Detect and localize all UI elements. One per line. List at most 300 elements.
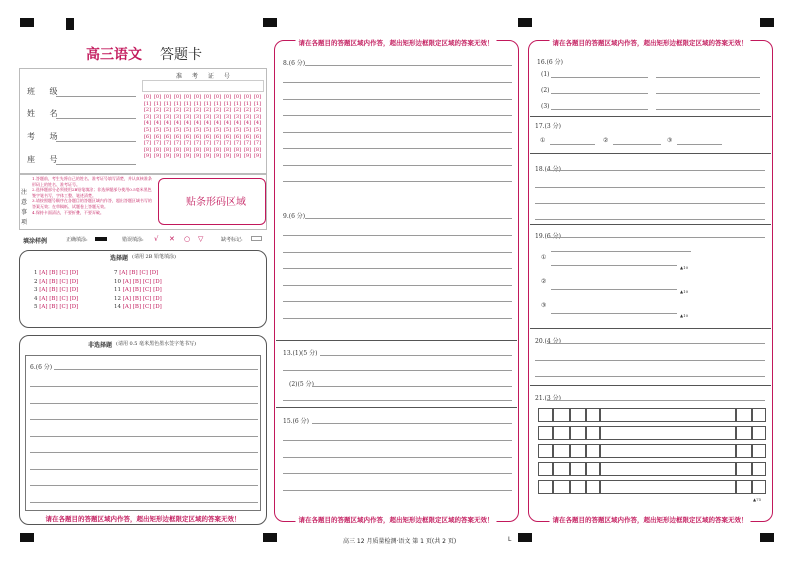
choice-options[interactable]: [A] [B] [C] [D] <box>122 287 162 294</box>
choice-options[interactable]: [A] [B] [C] [D] <box>39 270 79 276</box>
digit-bubble[interactable]: [7] <box>213 140 222 147</box>
grid-cell[interactable] <box>538 480 553 494</box>
answer-line[interactable] <box>283 132 512 133</box>
digit-bubble[interactable]: [1] <box>143 100 152 107</box>
digit-bubble[interactable]: [8] <box>253 146 262 153</box>
column-2-warning-top: 请在各题目的答题区域内作答，超出矩形边框限定区域的答案无效！ <box>296 38 497 47</box>
digit-bubble[interactable]: [5] <box>193 126 202 133</box>
grid-cell[interactable] <box>586 444 600 458</box>
digit-bubble[interactable]: [3] <box>203 113 212 120</box>
digit-bubble[interactable]: [1] <box>173 100 182 107</box>
answer-line[interactable] <box>283 252 512 253</box>
digit-bubble[interactable]: [3] <box>143 113 152 120</box>
answer-line[interactable] <box>283 370 512 371</box>
q13-divider <box>276 407 517 408</box>
grid-cell[interactable] <box>570 426 586 440</box>
answer-line[interactable] <box>283 165 512 166</box>
digit-bubble[interactable]: [9] <box>143 153 152 160</box>
answer-line[interactable] <box>320 355 512 356</box>
digit-bubble[interactable]: [8] <box>173 146 182 153</box>
digit-bubble[interactable]: [8] <box>183 146 192 153</box>
choice-options[interactable]: [A] [B] [C] [D] <box>122 278 162 285</box>
choice-options[interactable]: [A] [B] [C] [D] <box>122 295 162 302</box>
q17-divider <box>530 153 771 154</box>
digit-bubble[interactable]: [3] <box>233 113 242 120</box>
grid-cell[interactable] <box>553 462 570 476</box>
digit-bubble[interactable]: [5] <box>183 126 192 133</box>
digit-bubble[interactable]: [4] <box>243 120 252 127</box>
digit-bubble[interactable]: [5] <box>203 126 212 133</box>
grid-cell[interactable] <box>600 426 736 440</box>
choice-number: 14 <box>114 304 123 311</box>
digit-bubble[interactable]: [2] <box>203 107 212 114</box>
digit-bubble[interactable]: [5] <box>223 126 232 133</box>
exam-number-column[interactable] <box>243 94 252 160</box>
digit-bubble[interactable]: [9] <box>163 153 172 160</box>
digit-bubble[interactable]: [2] <box>153 107 162 114</box>
q18-label: 18.(4 分) <box>535 166 561 173</box>
answer-line[interactable] <box>30 386 258 387</box>
digit-bubble[interactable]: [4] <box>253 120 262 127</box>
field-room-line <box>56 141 136 142</box>
digit-bubble[interactable]: [5] <box>233 126 242 133</box>
exam-number-column[interactable] <box>223 94 232 160</box>
digit-bubble[interactable]: [6] <box>183 133 192 140</box>
digit-bubble[interactable]: [0] <box>243 94 252 100</box>
digit-bubble[interactable]: [7] <box>233 140 242 147</box>
answer-line[interactable] <box>283 181 512 182</box>
choice-number: 10 <box>114 278 123 285</box>
digit-bubble[interactable]: [7] <box>163 140 172 147</box>
answer-line[interactable] <box>550 144 595 145</box>
digit-bubble[interactable]: [2] <box>193 107 202 114</box>
answer-line[interactable] <box>551 77 648 78</box>
digit-bubble[interactable]: [5] <box>253 126 262 133</box>
digit-bubble[interactable]: [1] <box>203 100 212 107</box>
digit-bubble[interactable]: [4] <box>153 120 162 127</box>
digit-bubble[interactable]: [7] <box>243 140 252 147</box>
digit-bubble[interactable]: [6] <box>143 133 152 140</box>
answer-line[interactable] <box>677 144 722 145</box>
answer-line[interactable] <box>305 65 512 66</box>
grid-cell[interactable] <box>752 426 766 440</box>
digit-bubble[interactable]: [0] <box>233 94 242 100</box>
answer-line[interactable] <box>551 265 677 266</box>
digit-bubble[interactable]: [9] <box>213 153 222 160</box>
fill-wrong-sample-2: ✕ <box>169 235 175 243</box>
answer-line[interactable] <box>656 109 760 110</box>
registration-mark <box>263 18 277 27</box>
digit-bubble[interactable]: [4] <box>213 120 222 127</box>
choice-number: 11 <box>114 287 123 294</box>
digit-bubble[interactable]: [4] <box>173 120 182 127</box>
digit-bubble[interactable]: [3] <box>173 113 182 120</box>
q16-sub-2: (2) <box>541 87 550 94</box>
answer-line[interactable] <box>547 170 765 171</box>
answer-line[interactable] <box>30 485 258 486</box>
digit-bubble[interactable]: [6] <box>203 133 212 140</box>
digit-bubble[interactable]: [7] <box>203 140 212 147</box>
digit-bubble[interactable]: [2] <box>163 107 172 114</box>
q16-divider <box>530 116 771 117</box>
digit-bubble[interactable]: [3] <box>153 113 162 120</box>
digit-bubble[interactable]: [3] <box>223 113 232 120</box>
grid-cell[interactable] <box>570 408 586 422</box>
digit-bubble[interactable]: [1] <box>253 100 262 107</box>
answer-line[interactable] <box>283 285 512 286</box>
answer-line[interactable] <box>30 452 258 453</box>
digit-bubble[interactable]: [2] <box>233 107 242 114</box>
exam-number-column[interactable] <box>193 94 202 160</box>
grid-cell[interactable] <box>736 462 752 476</box>
digit-bubble[interactable]: [8] <box>203 146 212 153</box>
digit-bubble[interactable]: [1] <box>193 100 202 107</box>
digit-bubble[interactable]: [5] <box>213 126 222 133</box>
exam-number-column[interactable] <box>173 94 182 160</box>
answer-line[interactable] <box>283 82 512 83</box>
digit-bubble[interactable]: [3] <box>163 113 172 120</box>
fill-sample-label: 填涂样例 <box>23 238 48 245</box>
digit-bubble[interactable]: [2] <box>183 107 192 114</box>
exam-number-column[interactable] <box>143 94 152 160</box>
answer-line[interactable] <box>283 99 512 100</box>
choice-number: 5 <box>34 304 40 311</box>
choice-row[interactable] <box>34 304 78 310</box>
q16-label: 16.(6 分) <box>537 59 563 66</box>
column-3-warning-bottom: 请在各题目的答题区域内作答，超出矩形边框限定区域的答案无效！ <box>550 515 751 524</box>
q17-sub-2: ② <box>603 137 609 144</box>
choice-row[interactable] <box>34 296 78 302</box>
answer-line[interactable] <box>535 219 765 220</box>
q13-part2-label: (2)(5 分) <box>289 381 314 388</box>
grid-cell[interactable] <box>553 480 570 494</box>
digit-bubble[interactable]: [3] <box>183 113 192 120</box>
digit-bubble[interactable]: [0] <box>173 94 182 100</box>
digit-bubble[interactable]: [5] <box>143 126 152 133</box>
q9-label: 9.(6 分) <box>283 213 306 220</box>
choice-row[interactable] <box>34 279 78 285</box>
answer-line[interactable] <box>551 251 691 252</box>
column-2-frame <box>274 40 519 522</box>
digit-bubble[interactable]: [5] <box>173 126 182 133</box>
digit-bubble[interactable]: [1] <box>183 100 192 107</box>
field-room-label: 考 场 <box>27 132 64 141</box>
digit-bubble[interactable]: [1] <box>243 100 252 107</box>
digit-bubble[interactable]: [2] <box>143 107 152 114</box>
digit-bubble[interactable]: [7] <box>183 140 192 147</box>
exam-number-column[interactable] <box>253 94 262 160</box>
digit-bubble[interactable]: [8] <box>243 146 252 153</box>
grid-cell[interactable] <box>586 480 600 494</box>
digit-bubble[interactable]: [3] <box>243 113 252 120</box>
q9-divider <box>276 340 517 341</box>
answer-line[interactable] <box>283 473 512 474</box>
exam-number-column[interactable] <box>163 94 172 160</box>
digit-bubble[interactable]: [0] <box>193 94 202 100</box>
digit-bubble[interactable]: [4] <box>143 120 152 127</box>
digit-bubble[interactable]: [6] <box>153 133 162 140</box>
digit-bubble[interactable]: [1] <box>223 100 232 107</box>
q17-label: 17.(3 分) <box>535 123 561 130</box>
answer-line[interactable] <box>283 318 512 319</box>
digit-bubble[interactable]: [7] <box>253 140 262 147</box>
digit-bubble[interactable]: [9] <box>233 153 242 160</box>
choice-number: 12 <box>114 295 123 302</box>
q19-sub-2: ② <box>541 278 547 285</box>
choice-number: 3 <box>34 287 40 294</box>
digit-bubble[interactable]: [5] <box>243 126 252 133</box>
answer-line[interactable] <box>551 93 648 94</box>
exam-number-column[interactable] <box>153 94 162 160</box>
digit-bubble[interactable]: [9] <box>223 153 232 160</box>
q8-label: 8.(6 分) <box>283 60 306 67</box>
digit-bubble[interactable]: [8] <box>193 146 202 153</box>
choice-row[interactable] <box>34 287 78 293</box>
digit-bubble[interactable]: [4] <box>163 120 172 127</box>
q19-sub-3: ③ <box>541 302 547 309</box>
nonchoice-note: (请用 0.5 毫米黑色墨水签字笔书写) <box>116 341 197 347</box>
grid-cell[interactable] <box>752 444 766 458</box>
choice-row[interactable] <box>114 270 158 276</box>
digit-bubble[interactable]: [1] <box>163 100 172 107</box>
choice-row[interactable] <box>114 287 162 293</box>
q19-label: 19.(6 分) <box>535 233 561 240</box>
answer-line[interactable] <box>535 187 765 188</box>
digit-bubble[interactable]: [1] <box>233 100 242 107</box>
digit-bubble[interactable]: [9] <box>193 153 202 160</box>
digit-bubble[interactable]: [5] <box>153 126 162 133</box>
fill-wrong-label: 错误填涂: <box>122 237 144 243</box>
answer-line[interactable] <box>551 313 677 314</box>
answer-line[interactable] <box>283 490 512 491</box>
choice-options[interactable]: [A] [B] [C] [D] <box>122 304 162 311</box>
answer-line[interactable] <box>551 289 677 290</box>
digit-bubble[interactable]: [2] <box>223 107 232 114</box>
digit-bubble[interactable]: [0] <box>253 94 262 100</box>
answer-line[interactable] <box>283 301 512 302</box>
digit-bubble[interactable]: [0] <box>203 94 212 100</box>
barcode-area-label: 贴条形码区域 <box>186 197 246 208</box>
grid-cell[interactable] <box>538 444 553 458</box>
q20-label: 20.(4 分) <box>535 338 561 345</box>
answer-line[interactable] <box>305 218 512 219</box>
grid-cell[interactable] <box>570 444 586 458</box>
digit-bubble[interactable]: [8] <box>153 146 162 153</box>
field-class-label: 班 级 <box>27 87 64 96</box>
answer-line[interactable] <box>30 436 258 437</box>
digit-bubble[interactable]: [6] <box>223 133 232 140</box>
field-class-line <box>56 96 136 97</box>
grid-cell[interactable] <box>570 462 586 476</box>
digit-bubble[interactable]: [4] <box>183 120 192 127</box>
digit-bubble[interactable]: [7] <box>173 140 182 147</box>
answer-line[interactable] <box>535 203 765 204</box>
grid-cell[interactable] <box>570 480 586 494</box>
digit-bubble[interactable]: [6] <box>173 133 182 140</box>
exam-number-column[interactable] <box>233 94 242 160</box>
answer-line[interactable] <box>547 400 765 401</box>
digit-bubble[interactable]: [3] <box>193 113 202 120</box>
q19-mark-3: ▲10 <box>680 313 689 318</box>
answer-line[interactable] <box>283 440 512 441</box>
choice-row[interactable] <box>114 279 162 285</box>
digit-bubble[interactable]: [4] <box>233 120 242 127</box>
digit-bubble[interactable]: [2] <box>253 107 262 114</box>
grid-cell[interactable] <box>600 444 736 458</box>
q16-sub-1: (1) <box>541 71 550 78</box>
digit-bubble[interactable]: [6] <box>243 133 252 140</box>
q19-sub-1: ① <box>541 254 547 261</box>
answer-line[interactable] <box>535 360 765 361</box>
answer-line[interactable] <box>312 386 512 387</box>
grid-cell[interactable] <box>600 480 736 494</box>
choice-number: 2 <box>34 278 40 285</box>
digit-bubble[interactable]: [1] <box>153 100 162 107</box>
digit-bubble[interactable]: [3] <box>213 113 222 120</box>
exam-number-column[interactable] <box>183 94 192 160</box>
digit-bubble[interactable]: [6] <box>213 133 222 140</box>
q6-label: 6.(6 分) <box>30 364 53 371</box>
grid-cell[interactable] <box>752 462 766 476</box>
digit-bubble[interactable]: [5] <box>163 126 172 133</box>
digit-bubble[interactable]: [0] <box>143 94 152 100</box>
card-subtitle: 答题卡 <box>160 47 202 63</box>
digit-bubble[interactable]: [1] <box>213 100 222 107</box>
digit-bubble[interactable]: [9] <box>153 153 162 160</box>
digit-bubble[interactable]: [0] <box>153 94 162 100</box>
digit-bubble[interactable]: [8] <box>163 146 172 153</box>
choice-row[interactable] <box>34 270 78 276</box>
answer-line[interactable] <box>54 369 258 370</box>
digit-bubble[interactable]: [7] <box>193 140 202 147</box>
choice-options[interactable]: [A] [B] [C] [D] <box>39 304 79 311</box>
fill-wrong-sample-3: ○ <box>184 235 191 243</box>
grid-cell[interactable] <box>600 462 736 476</box>
grid-cell[interactable] <box>736 408 752 422</box>
answer-line[interactable] <box>547 343 765 344</box>
choice-row[interactable] <box>114 304 162 310</box>
digit-bubble[interactable]: [7] <box>143 140 152 147</box>
answer-line[interactable] <box>535 376 765 377</box>
grid-cell[interactable] <box>586 408 600 422</box>
grid-cell[interactable] <box>586 462 600 476</box>
note-item: 3.请按照题号顺序在各题目的答题区域内作答，超出答题区域书写的答案无效；在草稿纸、试题卷上答题无效。 <box>32 198 152 209</box>
answer-line[interactable] <box>30 502 258 503</box>
answer-line[interactable] <box>30 403 258 404</box>
digit-bubble[interactable]: [4] <box>203 120 212 127</box>
digit-bubble[interactable]: [9] <box>183 153 192 160</box>
digit-bubble[interactable]: [9] <box>243 153 252 160</box>
grid-cell[interactable] <box>553 444 570 458</box>
exam-number-entry[interactable] <box>142 80 264 92</box>
choice-options[interactable]: [A] [B] [C] [D] <box>39 295 79 302</box>
digit-bubble[interactable]: [2] <box>213 107 222 114</box>
digit-bubble[interactable]: [0] <box>163 94 172 100</box>
digit-bubble[interactable]: [4] <box>223 120 232 127</box>
digit-bubble[interactable]: [2] <box>243 107 252 114</box>
answer-line[interactable] <box>30 469 258 470</box>
answer-line[interactable] <box>547 237 765 238</box>
grid-cell[interactable] <box>752 408 766 422</box>
grid-cell[interactable] <box>600 408 736 422</box>
choice-row[interactable] <box>114 296 162 302</box>
digit-bubble[interactable]: [0] <box>183 94 192 100</box>
grid-cell[interactable] <box>553 408 570 422</box>
answer-line[interactable] <box>283 457 512 458</box>
digit-bubble[interactable]: [0] <box>223 94 232 100</box>
answer-line[interactable] <box>312 423 512 424</box>
card-title: 高三语文 <box>86 47 142 63</box>
digit-bubble[interactable]: [8] <box>223 146 232 153</box>
q17-sub-3: ③ <box>667 137 673 144</box>
digit-bubble[interactable]: [9] <box>253 153 262 160</box>
choice-options[interactable]: [A] [B] [C] [D] <box>39 278 79 285</box>
field-name-label: 姓 名 <box>27 109 64 118</box>
choice-number: 7 <box>114 270 120 276</box>
q19-mark-1: ▲10 <box>680 265 689 270</box>
grid-cell[interactable] <box>538 462 553 476</box>
digit-bubble[interactable]: [8] <box>143 146 152 153</box>
digit-bubble[interactable]: [9] <box>173 153 182 160</box>
answer-line[interactable] <box>283 115 512 116</box>
grid-cell[interactable] <box>736 480 752 494</box>
digit-bubble[interactable]: [2] <box>173 107 182 114</box>
answer-line[interactable] <box>551 109 648 110</box>
answer-line[interactable] <box>613 144 661 145</box>
answer-line[interactable] <box>283 235 512 236</box>
digit-bubble[interactable]: [4] <box>193 120 202 127</box>
fill-wrong-sample-1: √ <box>154 235 159 243</box>
digit-bubble[interactable]: [3] <box>253 113 262 120</box>
notes-label: 注意事项 <box>21 189 28 226</box>
q15-label: 15.(6 分) <box>283 418 309 425</box>
exam-number-column[interactable] <box>213 94 222 160</box>
choice-number: 1 <box>34 270 40 276</box>
answer-line[interactable] <box>30 419 258 420</box>
exam-number-column[interactable] <box>203 94 212 160</box>
digit-bubble[interactable]: [9] <box>203 153 212 160</box>
answer-line[interactable] <box>656 77 760 78</box>
answer-line[interactable] <box>656 93 760 94</box>
answer-line[interactable] <box>283 268 512 269</box>
grid-cell[interactable] <box>736 444 752 458</box>
q17-sub-1: ① <box>540 137 546 144</box>
digit-bubble[interactable]: [7] <box>223 140 232 147</box>
digit-bubble[interactable]: [0] <box>213 94 222 100</box>
choice-options[interactable]: [A] [B] [C] [D] <box>39 287 79 294</box>
digit-bubble[interactable]: [6] <box>193 133 202 140</box>
digit-bubble[interactable]: [6] <box>233 133 242 140</box>
digit-bubble[interactable]: [7] <box>153 140 162 147</box>
grid-cell[interactable] <box>538 426 553 440</box>
grid-cell[interactable] <box>538 408 553 422</box>
digit-bubble[interactable]: [8] <box>213 146 222 153</box>
grid-cell[interactable] <box>736 426 752 440</box>
absent-mark-box[interactable] <box>251 236 262 241</box>
grid-cell[interactable] <box>553 426 570 440</box>
column-2-warning-bottom: 请在各题目的答题区域内作答，超出矩形边框限定区域的答案无效！ <box>296 515 497 524</box>
answer-line[interactable] <box>283 148 512 149</box>
digit-bubble[interactable]: [6] <box>253 133 262 140</box>
digit-bubble[interactable]: [8] <box>233 146 242 153</box>
choice-title: 选择题 <box>110 255 129 262</box>
q16-sub-3: (3) <box>541 103 550 110</box>
grid-cell[interactable] <box>586 426 600 440</box>
answer-line[interactable] <box>283 400 512 401</box>
digit-bubble[interactable]: [6] <box>163 133 172 140</box>
choice-options[interactable]: [A] [B] [C] [D] <box>119 270 159 276</box>
grid-cell[interactable] <box>752 480 766 494</box>
